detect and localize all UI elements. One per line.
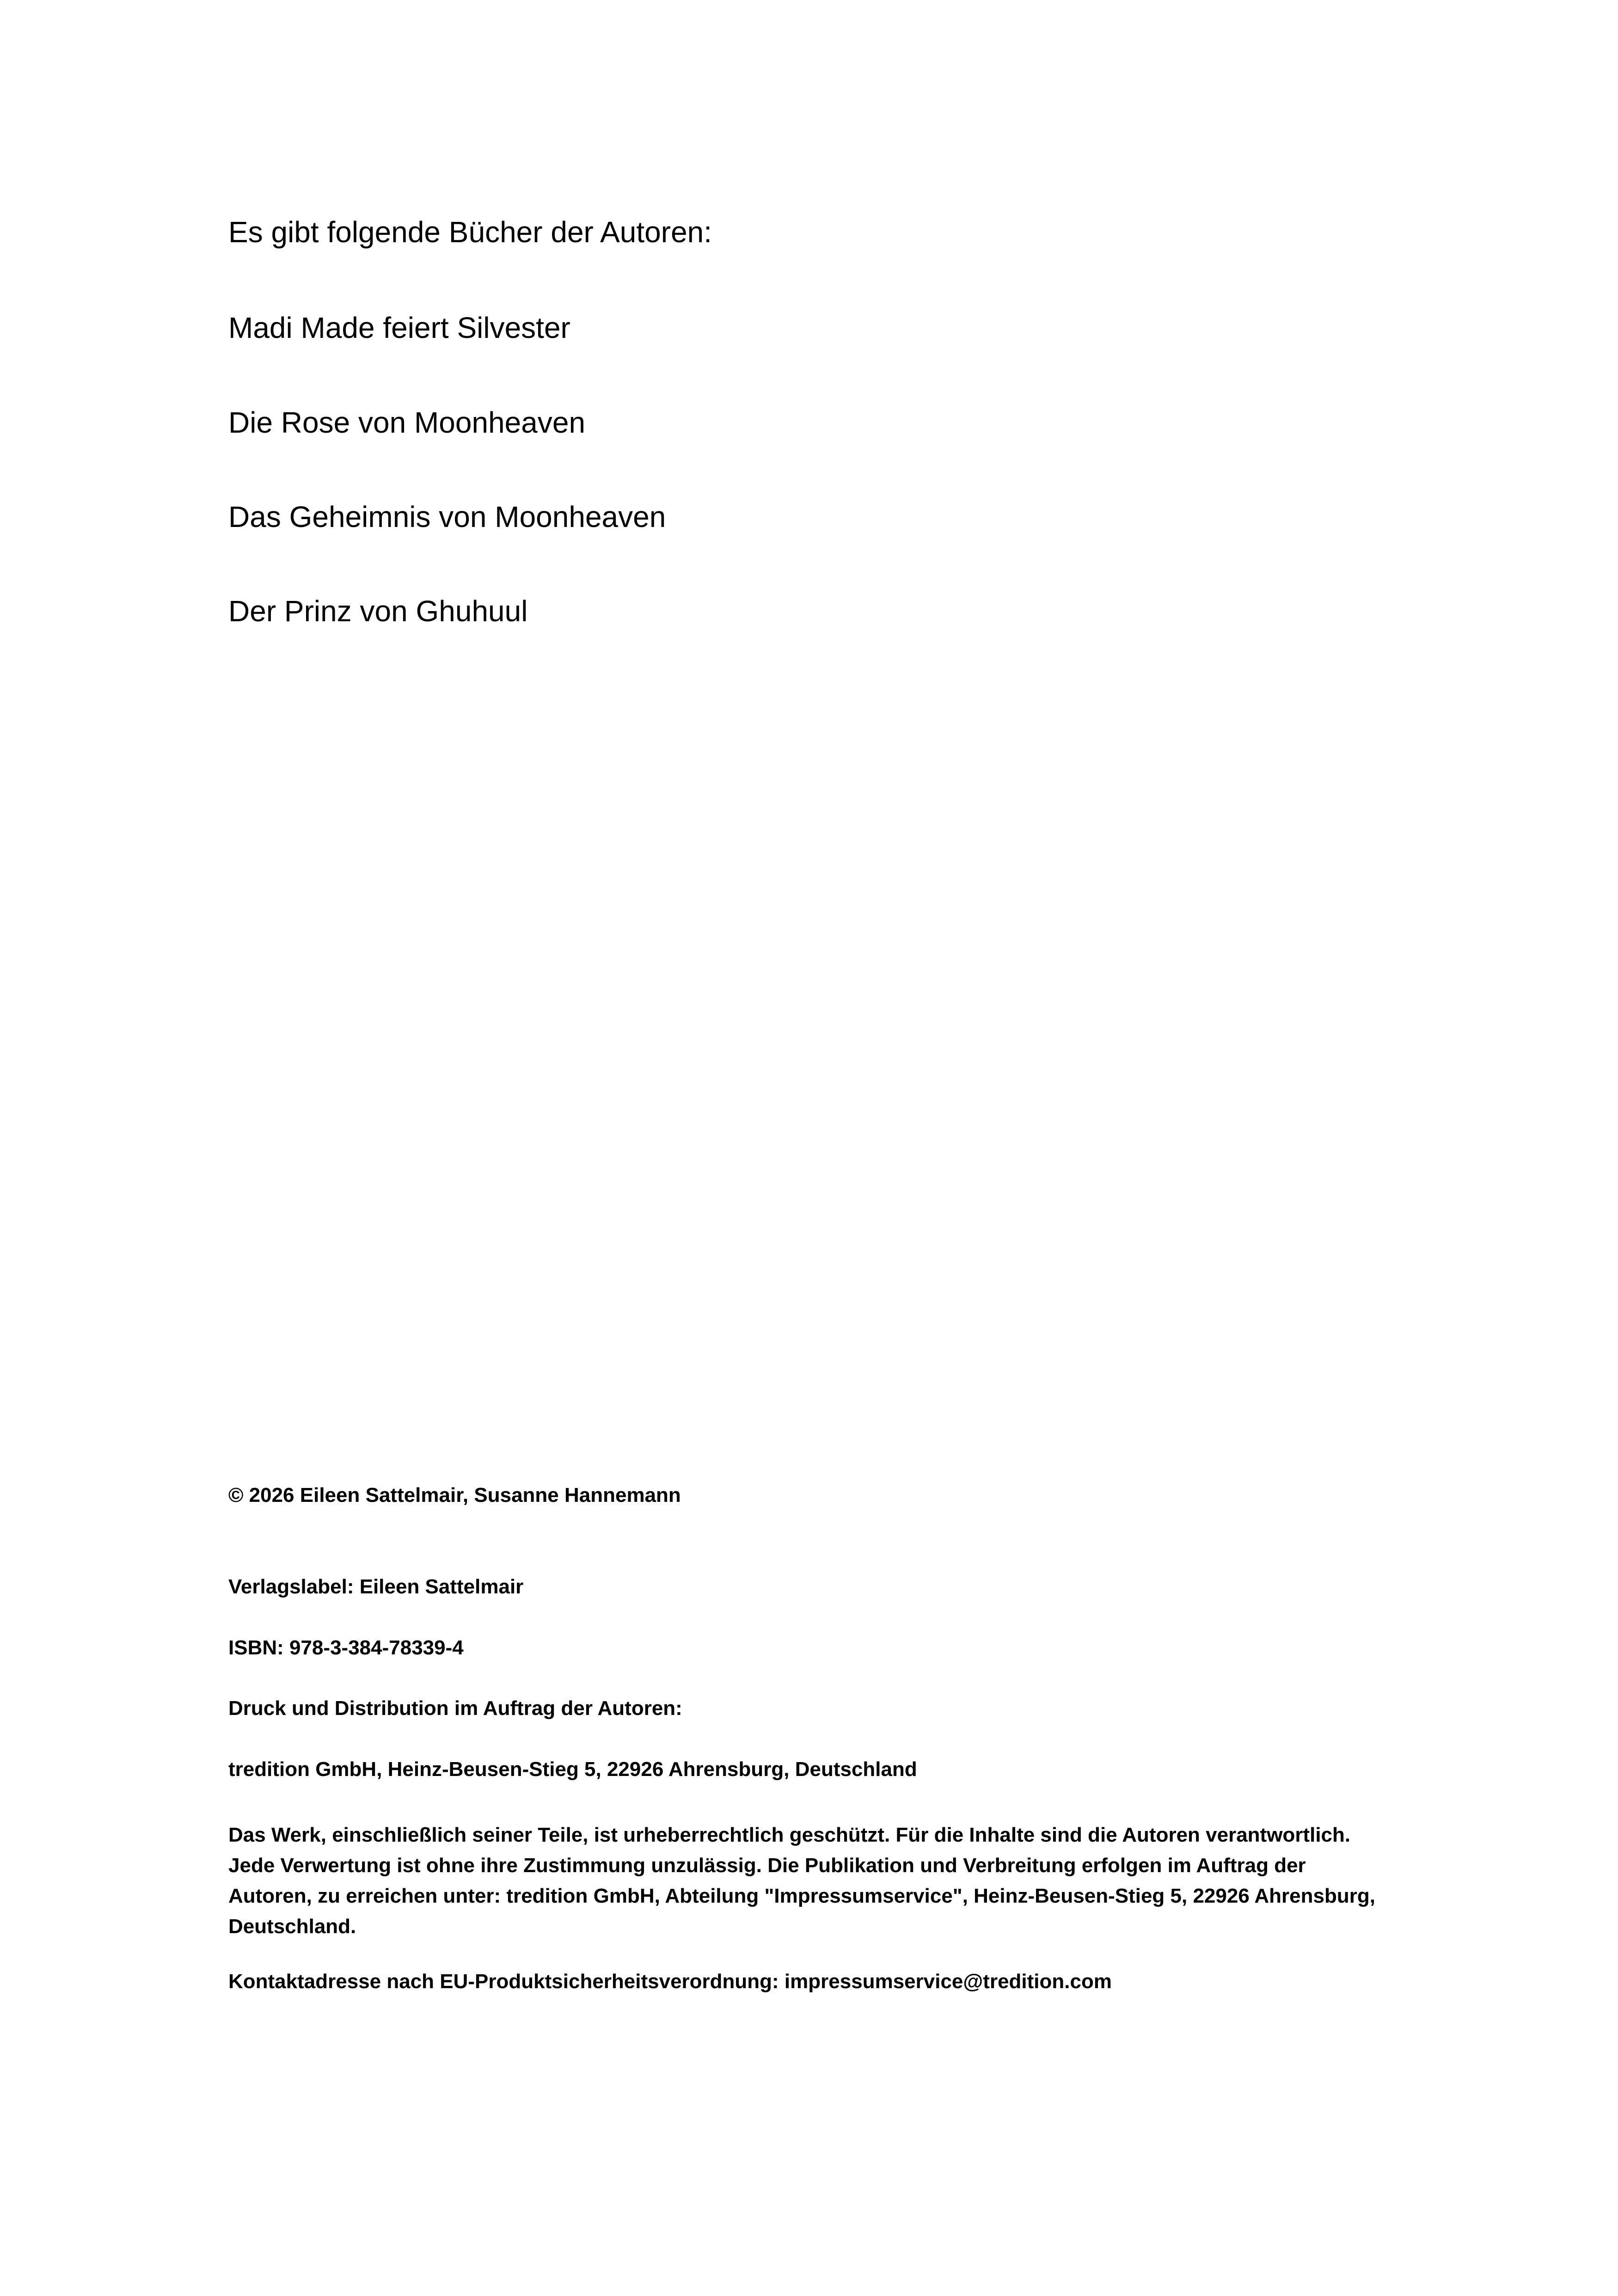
book-title-3: Das Geheimnis von Moonheaven bbox=[228, 500, 666, 533]
legal-line-1: Das Werk, einschließlich seiner Teile, ist urheberrechtlich geschützt. Für die Inhalte sind die Autoren verantwortlich. bbox=[228, 1824, 1351, 1846]
copyright-notice: © 2026 Eileen Sattelmair, Susanne Hannemann bbox=[228, 1484, 681, 1506]
isbn: ISBN: 978-3-384-78339-4 bbox=[228, 1636, 464, 1659]
book-title-4: Der Prinz von Ghuhuul bbox=[228, 594, 528, 628]
books-heading: Es gibt folgende Bücher der Autoren: bbox=[228, 215, 712, 249]
legal-notice bbox=[228, 1820, 1430, 1942]
book-title-2: Die Rose von Moonheaven bbox=[228, 406, 586, 439]
distributor-address: tredition GmbH, Heinz-Beusen-Stieg 5, 22926 Ahrensburg, Deutschland bbox=[228, 1758, 917, 1781]
publisher-label: Verlagslabel: Eileen Sattelmair bbox=[228, 1575, 524, 1598]
book-title-1: Madi Made feiert Silvester bbox=[228, 311, 570, 344]
contact-address: Kontaktadresse nach EU-Produktsicherheitsverordnung: impressumservice@tredition.com bbox=[228, 1970, 1112, 1993]
legal-line-3: Autoren, zu erreichen unter: tredition GmbH, Abteilung "Impressumservice", Heinz-Beusen-Stieg 5, 22926 Ahrensburg, bbox=[228, 1885, 1375, 1907]
legal-line-2: Jede Verwertung ist ohne ihre Zustimmung unzulässig. Die Publikation und Verbreitung erfolgen im Auftrag der bbox=[228, 1854, 1306, 1877]
distribution-note: Druck und Distribution im Auftrag der Autoren: bbox=[228, 1697, 682, 1720]
legal-line-4: Deutschland. bbox=[228, 1915, 356, 1938]
